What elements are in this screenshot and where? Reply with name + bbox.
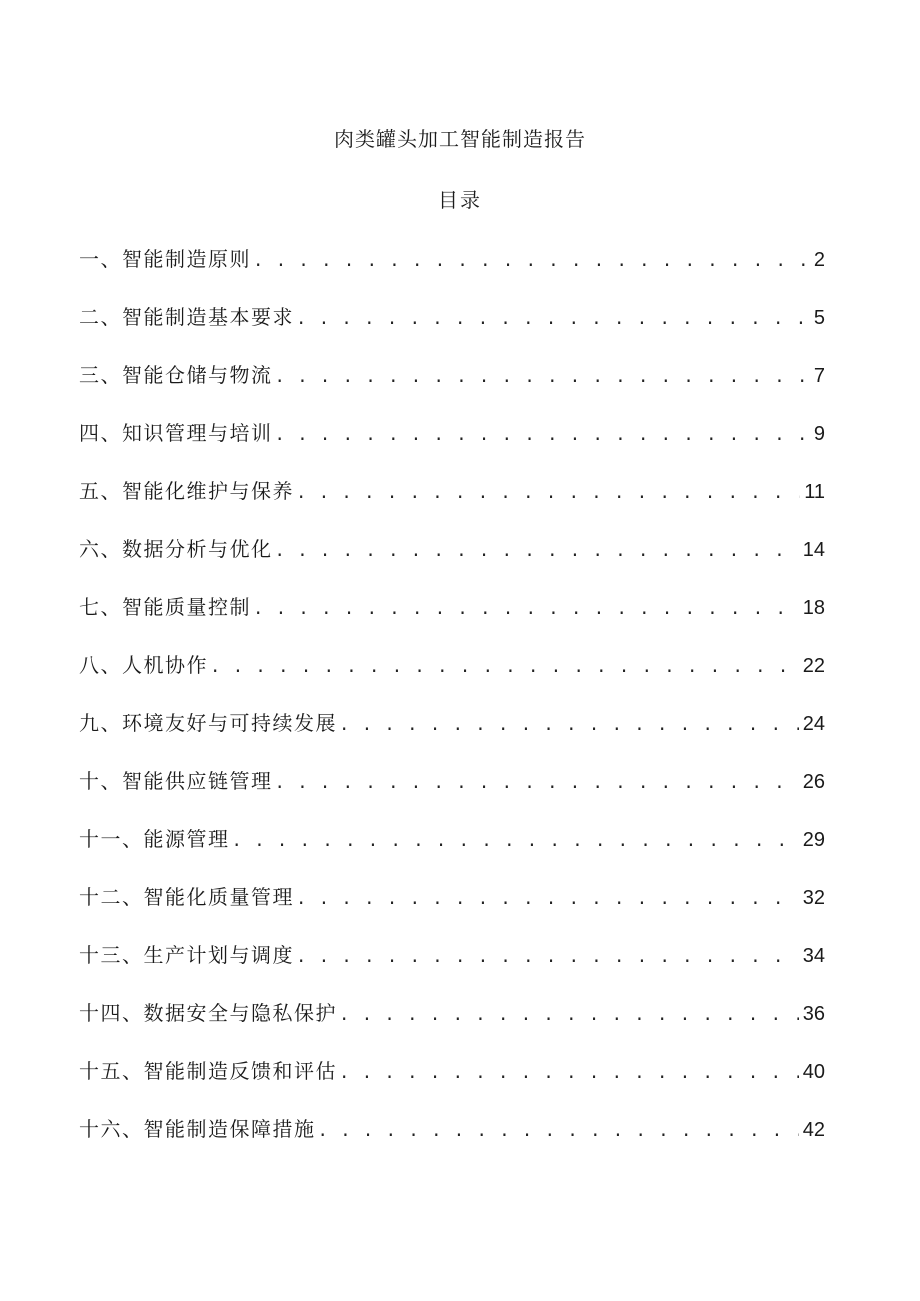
toc-entry-page: 34 xyxy=(802,945,825,967)
toc-heading: 目录 xyxy=(438,188,482,212)
toc-entry[interactable] xyxy=(79,476,825,534)
toc-entry[interactable] xyxy=(79,708,825,766)
toc-entry-page: 11 xyxy=(804,481,825,503)
toc-entry-label: 十一、能源管理 xyxy=(79,827,230,851)
toc-entry-page: 2 xyxy=(813,249,825,271)
document-title: 肉类罐头加工智能制造报告 xyxy=(334,127,586,151)
toc-entry-page: 5 xyxy=(813,307,825,329)
toc-entry-page: 32 xyxy=(802,887,825,909)
toc-entry-label: 三、智能仓储与物流 xyxy=(79,363,273,387)
toc-dot-leader xyxy=(298,882,799,912)
toc-entry[interactable] xyxy=(79,302,825,360)
toc-dot-leader xyxy=(298,302,810,332)
toc-entry-page: 7 xyxy=(813,365,825,387)
toc-entry-label: 八、人机协作 xyxy=(79,653,208,677)
toc-entry-page: 42 xyxy=(802,1119,825,1141)
toc-dot-leader xyxy=(255,592,799,622)
toc-entry-label: 九、环境友好与可持续发展 xyxy=(79,711,337,735)
toc-dot-leader xyxy=(277,766,799,796)
toc-entry[interactable] xyxy=(79,592,825,650)
toc-dot-leader xyxy=(298,940,799,970)
toc-entry-label: 二、智能制造基本要求 xyxy=(79,305,294,329)
toc-entry[interactable] xyxy=(79,244,825,302)
toc-dot-leader xyxy=(341,708,799,738)
toc-entry-label: 十二、智能化质量管理 xyxy=(79,885,294,909)
toc-entry[interactable] xyxy=(79,766,825,824)
toc-entry-label: 十五、智能制造反馈和评估 xyxy=(79,1059,337,1083)
toc-entry-page: 36 xyxy=(802,1003,825,1025)
toc-entry[interactable] xyxy=(79,940,825,998)
toc-dot-leader xyxy=(234,824,799,854)
toc-dot-leader xyxy=(298,476,800,506)
toc-entry[interactable] xyxy=(79,418,825,476)
toc-entry[interactable] xyxy=(79,824,825,882)
toc-entry[interactable] xyxy=(79,998,825,1056)
toc-dot-leader xyxy=(212,650,799,680)
toc-entry[interactable] xyxy=(79,882,825,940)
toc-entry[interactable] xyxy=(79,650,825,708)
toc-entry-page: 9 xyxy=(813,423,825,445)
toc-entry-page: 22 xyxy=(802,655,825,677)
toc-entry-page: 24 xyxy=(802,713,825,735)
toc-dot-leader xyxy=(255,244,810,274)
toc-entry[interactable] xyxy=(79,360,825,418)
toc-entry-page: 14 xyxy=(802,539,825,561)
toc-entry-page: 18 xyxy=(802,597,825,619)
toc-entry-label: 十六、智能制造保障措施 xyxy=(79,1117,316,1141)
toc-entry-label: 十、智能供应链管理 xyxy=(79,769,273,793)
toc-entry-page: 40 xyxy=(802,1061,825,1083)
toc-entry[interactable] xyxy=(79,534,825,592)
toc-entry-label: 四、知识管理与培训 xyxy=(79,421,273,445)
toc-dot-leader xyxy=(341,1056,799,1086)
toc-dot-leader xyxy=(320,1114,799,1144)
toc-dot-leader xyxy=(277,360,810,390)
table-of-contents xyxy=(79,244,825,1172)
toc-entry-label: 五、智能化维护与保养 xyxy=(79,479,294,503)
toc-entry-page: 29 xyxy=(802,829,825,851)
toc-entry-label: 十四、数据安全与隐私保护 xyxy=(79,1001,337,1025)
toc-entry-label: 十三、生产计划与调度 xyxy=(79,943,294,967)
toc-entry-label: 六、数据分析与优化 xyxy=(79,537,273,561)
toc-entry-label: 七、智能质量控制 xyxy=(79,595,251,619)
toc-entry-label: 一、智能制造原则 xyxy=(79,247,251,271)
toc-entry[interactable] xyxy=(79,1056,825,1114)
toc-entry[interactable] xyxy=(79,1114,825,1172)
toc-dot-leader xyxy=(277,418,810,448)
toc-dot-leader xyxy=(277,534,799,564)
toc-entry-page: 26 xyxy=(802,771,825,793)
toc-dot-leader xyxy=(341,998,799,1028)
